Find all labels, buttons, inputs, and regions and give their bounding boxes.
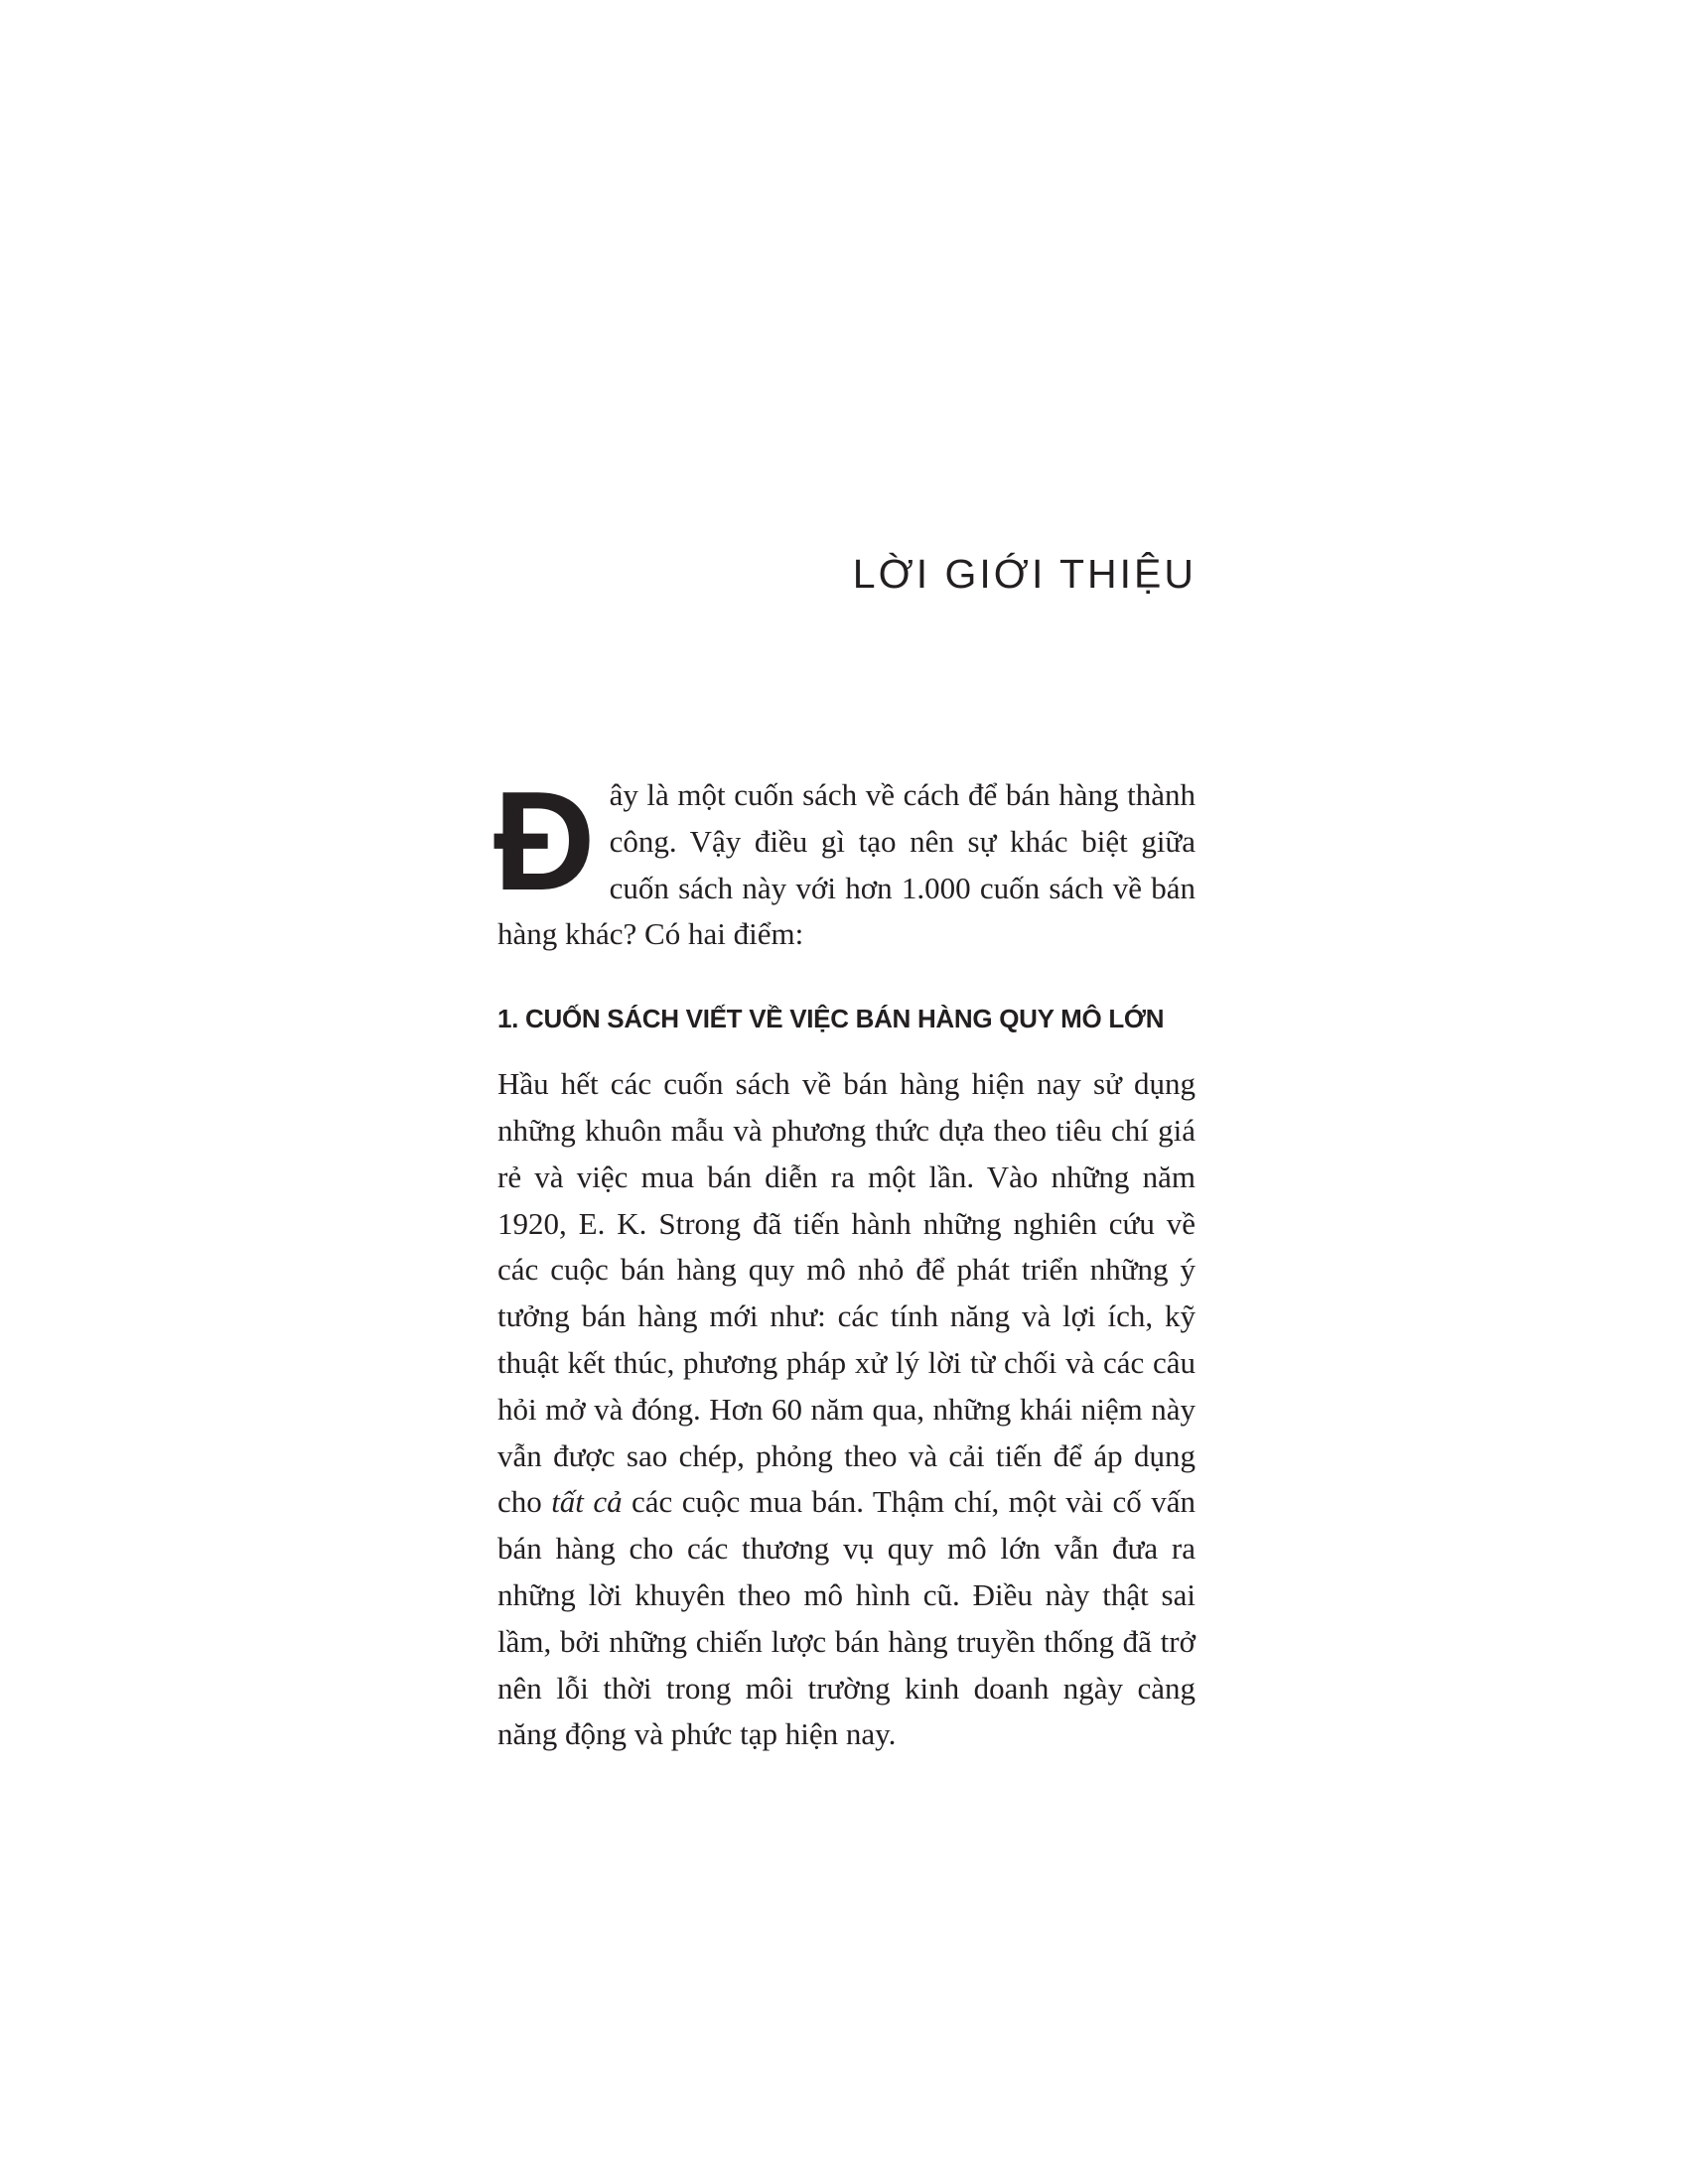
section-paragraph [497, 1061, 1196, 1758]
emphasized-text: tất cả [551, 1484, 623, 1520]
intro-text: ây là một cuốn sách về cách để bán hàng thành công. Vậy điều gì tạo nên sự khác biệt giữa cuốn sách này với hơn 1.000 cuốn sách về bán hàng khác? Có hai điểm: [497, 777, 1196, 952]
paragraph-text-end: các cuộc mua bán. Thậm chí, một vài cố vấn bán hàng cho các thương vụ quy mô lớn vẫn đưa ra những lời khuyên theo mô hình cũ. Điều này thật sai lầm, bởi những chiến lược bán hàng truyền thống đã trở nên lỗi thời trong môi trường kinh doanh ngày càng năng động và phức tạp hiện nay. [497, 1484, 1196, 1752]
drop-cap-letter: Đ [493, 762, 596, 920]
intro-paragraph [493, 762, 1196, 958]
chapter-title: LỜI GIỚI THIỆU [852, 551, 1196, 597]
section-heading: 1. CUỐN SÁCH VIẾT VỀ VIỆC BÁN HÀNG QUY MÔ LỚN [497, 1004, 1165, 1034]
paragraph-text-start: Hầu hết các cuốn sách về bán hàng hiện nay sử dụng những khuôn mẫu và phương thức dựa theo tiêu chí giá rẻ và việc mua bán diễn ra một lần. Vào những năm 1920, E. K. Strong đã tiến hành những nghiên cứu về các cuộc bán hàng quy mô nhỏ để phát triển những ý tưởng bán hàng mới như: các tính năng và lợi ích, kỹ thuật kết thúc, phương pháp xử lý lời từ chối và các câu hỏi mở và đóng. Hơn 60 năm qua, những khái niệm này vẫn được sao chép, phỏng theo và cải tiến để áp dụng cho [497, 1066, 1196, 1520]
chapter-body [493, 762, 1196, 1758]
